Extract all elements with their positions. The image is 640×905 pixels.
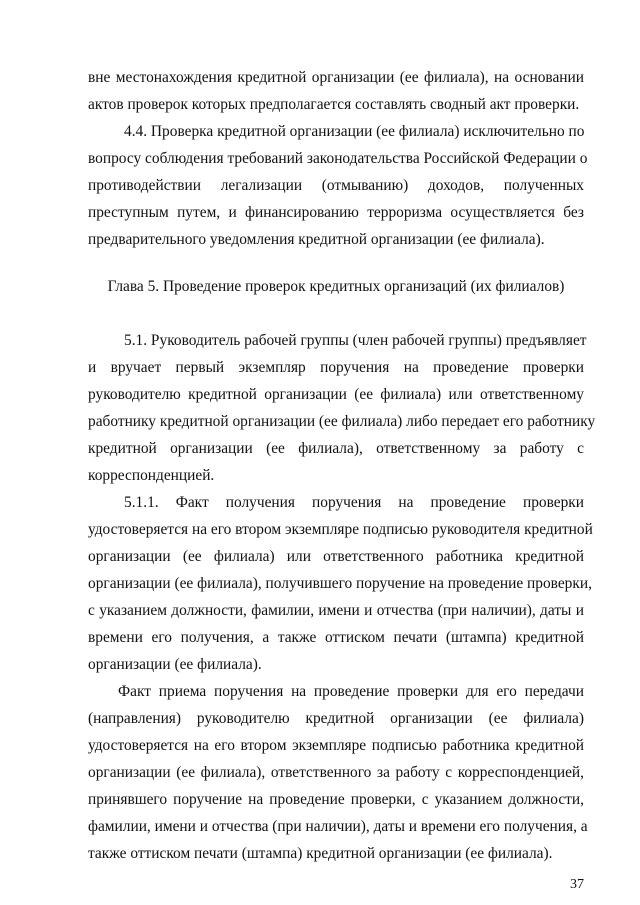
paragraph-line: работнику кредитной организации (ее филиала) либо передает его работнику [88,413,596,430]
paragraph-line: Факт приема поручения на проведение проверки для его передачи [118,683,584,700]
paragraph-line: 5.1. Руководитель рабочей группы (член рабочей группы) предъявляет [124,332,587,349]
paragraph-line: 5.1.1. Факт получения поручения на проведение проверки [124,494,584,511]
paragraph-line: (направления) руководителю кредитной организации (ее филиала) [88,710,584,727]
paragraph-line: вне местонахождения кредитной организации (ее филиала), на основании [88,69,584,86]
paragraph-line: 4.4. Проверка кредитной организации (ее филиала) исключительно по [124,123,585,140]
paragraph-line: удостоверяется на его втором экземпляре подписью работника кредитной [88,737,584,754]
paragraph-line: корреспонденцией. [88,467,215,484]
paragraph-line: организации (ее филиала). [88,656,262,673]
paragraph-line: вопросу соблюдения требований законодательства Российской Федерации о [88,150,588,167]
paragraph-line: противодействии легализации (отмыванию) доходов, полученных [88,177,584,194]
paragraph-line: организации (ее филиала), получившего поручение на проведение проверки, [88,575,592,592]
paragraph-line: преступным путем, и финансированию терроризма осуществляется без [88,204,584,221]
paragraph-line: кредитной организации (ее филиала), ответственному за работу с [88,440,584,457]
paragraph-line: с указанием должности, фамилии, имени и отчества (при наличии), даты и [88,602,584,619]
paragraph-line: организации (ее филиала), ответственного за работу с корреспонденцией, [88,764,584,781]
paragraph-line: предварительного уведомления кредитной организации (ее филиала). [88,231,545,248]
paragraph-line: актов проверок которых предполагается составлять сводный акт проверки. [88,96,580,113]
chapter-heading: Глава 5. Проведение проверок кредитных организаций (их филиалов) [107,278,565,295]
paragraph-line: организации (ее филиала) или ответственного работника кредитной [88,548,584,565]
paragraph-line: удостоверяется на его втором экземпляре подписью руководителя кредитной [88,521,593,538]
paragraph-line: руководителю кредитной организации (ее филиала) или ответственному [88,386,584,403]
paragraph-line: времени его получения, а также оттиском печати (штампа) кредитной [88,629,584,646]
paragraph-line: и вручает первый экземпляр поручения на проведение проверки [88,359,584,376]
paragraph-line: фамилии, имени и отчества (при наличии), даты и времени его получения, а [88,818,588,835]
paragraph-line: также оттиском печати (штампа) кредитной организации (ее филиала). [88,845,553,862]
page-number: 37 [570,877,584,892]
paragraph-line: принявшего поручение на проведение проверки, с указанием должности, [88,791,584,808]
